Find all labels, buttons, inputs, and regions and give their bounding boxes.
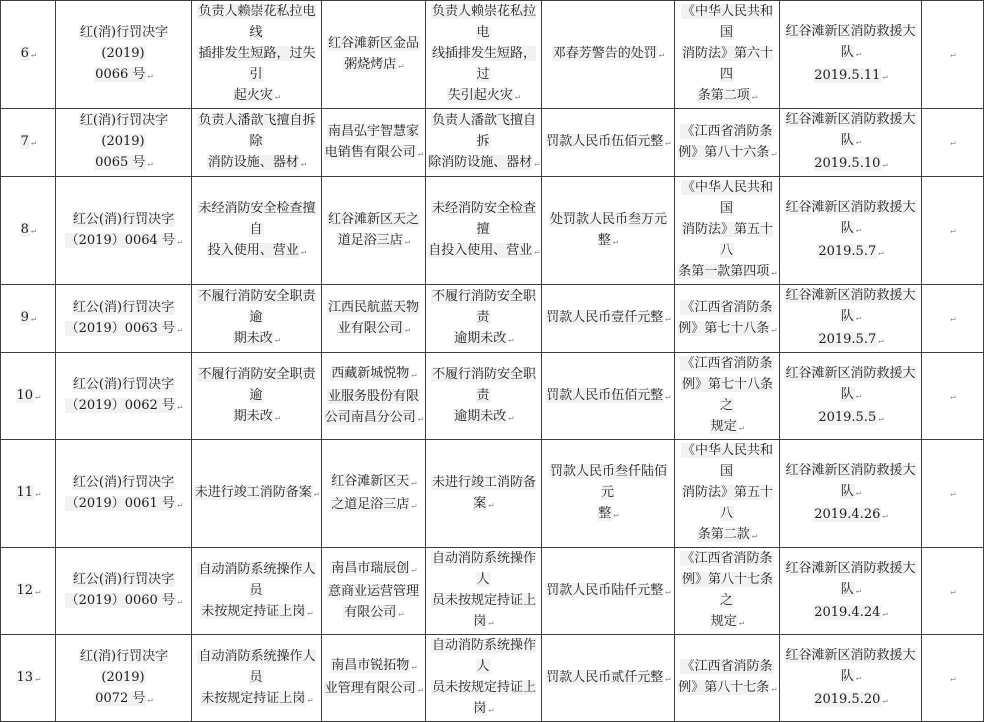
cell-text: 11 <box>16 485 34 500</box>
cell-authority-date <box>780 548 922 635</box>
cell-text: 逾期未改 <box>454 331 507 346</box>
cell-text: 0072 号 <box>95 690 146 706</box>
cell-violation-facts-2 <box>426 635 542 722</box>
cell-authority-date <box>780 353 922 440</box>
paragraph-mark-icon: ↵ <box>488 499 494 510</box>
cell-violation-facts <box>192 548 322 635</box>
cell-text: 消防设施、器材 <box>207 155 299 170</box>
cell-text: 《中华人民共和国 <box>681 443 773 479</box>
cell-case-number <box>56 440 192 548</box>
cell-violation-facts-2 <box>426 109 542 177</box>
paragraph-mark-icon: ↵ <box>882 160 888 170</box>
paragraph-mark-icon: ↵ <box>534 159 540 169</box>
cell-text: 《江西省消防条 <box>681 299 773 315</box>
cell-text: 红谷滩新区天之 <box>327 211 419 227</box>
paragraph-mark-icon: ↵ <box>751 531 758 541</box>
cell-violation-facts <box>192 285 322 353</box>
paragraph-mark-icon: ↵ <box>751 92 758 102</box>
paragraph-mark-icon: ↵ <box>665 391 671 402</box>
cell-text: 南昌市锐拓物 <box>331 658 410 673</box>
table-row <box>1 353 984 440</box>
cell-violation-facts-2 <box>426 548 542 635</box>
cell-authority-date <box>780 1 922 109</box>
paragraph-mark-icon: ↵ <box>35 489 41 499</box>
paragraph-mark-icon: ↵ <box>613 510 619 520</box>
cell-end-blank <box>922 109 984 177</box>
cell-text: 不履行消防安全职责 <box>431 289 536 325</box>
cell-text: 自动消防系统操作人 <box>431 551 536 587</box>
table-row <box>1 177 984 285</box>
cell-seq <box>1 109 56 177</box>
paragraph-mark-icon: ↵ <box>878 336 884 346</box>
cell-authority-date <box>780 285 922 353</box>
cell-text: 例》第八十七条 <box>678 680 770 695</box>
cell-text: 条第一款第四项 <box>678 264 770 279</box>
cell-violation-facts <box>192 353 322 440</box>
paragraph-mark-icon: ↵ <box>950 489 956 499</box>
cell-seq <box>1 285 56 353</box>
paragraph-mark-icon: ↵ <box>878 413 884 424</box>
cell-text: 不履行消防安全职责 <box>431 366 536 403</box>
cell-text: 13 <box>16 669 34 685</box>
cell-text: 队 <box>840 133 854 148</box>
paragraph-mark-icon: ↵ <box>855 137 862 147</box>
cell-text: 意商业运营管理 <box>327 583 419 599</box>
cell-penalty-decision <box>542 285 675 353</box>
cell-text: （2019）0061 号 <box>65 495 175 511</box>
paragraph-mark-icon: ↵ <box>411 500 417 511</box>
cell-text: 南昌弘宇智慧家 <box>327 123 419 139</box>
paragraph-mark-icon: ↵ <box>534 247 540 257</box>
cell-seq <box>1 440 56 548</box>
cell-end-blank <box>922 177 984 285</box>
paragraph-mark-icon: ↵ <box>30 314 37 324</box>
cell-text: 7 <box>20 134 29 149</box>
cell-text: 条第二款 <box>697 527 750 542</box>
cell-text: 红公(消)行罚决字 <box>72 377 175 392</box>
paragraph-mark-icon: ↵ <box>855 49 862 59</box>
cell-text: 6 <box>20 46 29 61</box>
cell-text: 罚款人民币陆仟元整 <box>546 582 664 598</box>
cell-text: 队 <box>840 221 854 236</box>
cell-text: 消防法》第五十八 <box>681 485 773 521</box>
paragraph-mark-icon: ↵ <box>882 72 888 82</box>
paragraph-mark-icon: ↵ <box>274 92 281 102</box>
paragraph-mark-icon: ↵ <box>950 673 956 684</box>
cell-text: 红(消)行罚决字(2019) <box>79 25 169 61</box>
cell-text: 投入使用、营业 <box>207 243 299 258</box>
cell-text: 《江西省消防条 <box>681 123 773 139</box>
cell-punished-party <box>322 440 426 548</box>
cell-text: 未按规定持证上岗 <box>201 603 306 619</box>
cell-end-blank <box>922 353 984 440</box>
table-row <box>1 635 984 722</box>
cell-text: 2019.5.20 <box>814 691 881 707</box>
paragraph-mark-icon: ↵ <box>417 413 424 424</box>
paragraph-mark-icon: ↵ <box>855 672 862 683</box>
cell-text: 队 <box>840 484 854 499</box>
cell-text: 红谷滩新区金品 <box>327 35 419 51</box>
cell-legal-basis <box>675 635 780 722</box>
cell-text: 8 <box>20 222 29 237</box>
cell-penalty-decision <box>542 109 675 177</box>
table-row <box>1 1 984 109</box>
cell-violation-facts-2 <box>426 285 542 353</box>
paragraph-mark-icon: ↵ <box>950 138 956 148</box>
cell-violation-facts <box>192 177 322 285</box>
cell-text: 负责人潘歆飞擅自拆 <box>431 113 536 149</box>
table-row <box>1 285 984 353</box>
cell-text: 未进行竣工消防备案 <box>194 485 312 500</box>
paragraph-mark-icon: ↵ <box>882 511 888 521</box>
cell-text: 《江西省消防条 <box>681 356 773 371</box>
cell-penalty-decision <box>542 635 675 722</box>
cell-seq <box>1 177 56 285</box>
cell-text: 自动消防系统操作人员 <box>198 648 316 685</box>
cell-case-number <box>56 548 192 635</box>
paragraph-mark-icon: ↵ <box>307 694 313 705</box>
cell-text: 2019.5.7 <box>818 332 877 347</box>
cell-text: 红(消)行罚决字(2019) <box>79 648 169 685</box>
cell-text: 红谷滩新区消防救援大 <box>785 647 916 663</box>
cell-text: 失引起火灾 <box>447 88 513 103</box>
cell-seq <box>1 1 56 109</box>
cell-violation-facts-2 <box>426 177 542 285</box>
cell-text: 10 <box>16 387 34 403</box>
paragraph-mark-icon: ↵ <box>665 673 671 684</box>
paragraph-mark-icon: ↵ <box>738 618 745 628</box>
cell-text: 队 <box>840 668 854 684</box>
cell-text: 红谷滩新区消防救援大 <box>785 24 916 39</box>
paragraph-mark-icon: ↵ <box>855 225 862 235</box>
paragraph-mark-icon: ↵ <box>508 335 514 345</box>
cell-text: 处罚款人民币叁万元整 <box>549 211 667 248</box>
paragraph-mark-icon: ↵ <box>300 159 307 169</box>
cell-text: 2019.5.11 <box>814 68 881 83</box>
paragraph-mark-icon: ↵ <box>488 618 494 628</box>
cell-text: 期未改 <box>233 331 273 346</box>
table-row <box>1 440 984 548</box>
paragraph-mark-icon: ↵ <box>35 391 41 402</box>
paragraph-mark-icon: ↵ <box>411 662 417 672</box>
cell-text: 江西民航蓝天物 <box>327 299 419 315</box>
cell-text: 自动消防系统操作人 <box>431 638 536 674</box>
paragraph-mark-icon: ↵ <box>665 586 671 597</box>
cell-penalty-decision <box>542 440 675 548</box>
cell-legal-basis <box>675 1 780 109</box>
cell-text: 期未改 <box>233 408 273 424</box>
cell-text: 业有限公司 <box>337 320 403 336</box>
cell-text: 红(消)行罚决字(2019) <box>79 113 169 149</box>
cell-violation-facts <box>192 1 322 109</box>
paragraph-mark-icon: ↵ <box>882 695 888 706</box>
cell-text: 起火灾 <box>233 88 273 103</box>
cell-text: 例》第八十六条 <box>678 144 770 160</box>
paragraph-mark-icon: ↵ <box>274 335 281 345</box>
cell-text: 队 <box>840 386 854 402</box>
cell-text: 插排发生短路，过失引 <box>198 46 316 82</box>
paragraph-mark-icon: ↵ <box>882 608 888 619</box>
cell-text: 有限公司 <box>344 604 397 620</box>
cell-seq <box>1 635 56 722</box>
paragraph-mark-icon: ↵ <box>417 685 424 695</box>
cell-case-number <box>56 635 192 722</box>
paragraph-mark-icon: ↵ <box>404 324 411 335</box>
cell-legal-basis <box>675 440 780 548</box>
cell-text: 例》第七十八条之 <box>681 377 773 413</box>
cell-text: 公司南昌分公司 <box>324 409 416 425</box>
cell-text: 负责人潘歆飞擅自拆除 <box>198 113 316 149</box>
cell-punished-party <box>322 1 426 109</box>
paragraph-mark-icon: ↵ <box>855 488 862 498</box>
cell-end-blank <box>922 548 984 635</box>
cell-seq <box>1 548 56 635</box>
paragraph-mark-icon: ↵ <box>313 489 320 499</box>
cell-seq <box>1 353 56 440</box>
cell-text: 南昌市瑞辰创 <box>331 560 410 576</box>
cell-text: 负责人赖崇花私拉电 <box>431 4 536 40</box>
cell-end-blank <box>922 1 984 109</box>
paragraph-mark-icon: ↵ <box>398 60 404 71</box>
cell-text: 《中华人民共和国 <box>681 4 773 40</box>
cell-end-blank <box>922 285 984 353</box>
cell-case-number <box>56 109 192 177</box>
cell-text: （2019）0064 号 <box>65 232 175 248</box>
paragraph-mark-icon: ↵ <box>771 684 777 694</box>
cell-text: 自动消防系统操作人员 <box>198 561 316 598</box>
cell-case-number <box>56 177 192 285</box>
cell-text: 2019.4.26 <box>814 507 881 522</box>
cell-text: 12 <box>16 582 34 598</box>
cell-text: 红谷滩新区消防救援大 <box>785 200 916 215</box>
cell-text: 消防法》第六十四 <box>681 46 773 82</box>
cell-punished-party <box>322 548 426 635</box>
paragraph-mark-icon: ↵ <box>176 402 183 412</box>
cell-text: 2019.5.5 <box>818 409 877 425</box>
cell-penalty-decision <box>542 1 675 109</box>
cell-text: 员未按规定持证上岗 <box>431 593 536 629</box>
paragraph-mark-icon: ↵ <box>417 148 424 159</box>
paragraph-mark-icon: ↵ <box>855 313 862 323</box>
paragraph-mark-icon: ↵ <box>300 247 307 257</box>
cell-authority-date <box>780 109 922 177</box>
paragraph-mark-icon: ↵ <box>176 499 183 510</box>
paragraph-mark-icon: ↵ <box>771 148 777 159</box>
cell-text: 除消防设施、器材 <box>428 155 533 170</box>
cell-end-blank <box>922 635 984 722</box>
cell-text: 西藏新城悦物 <box>331 365 410 381</box>
cell-text: 9 <box>20 310 29 325</box>
cell-text: 逾期未改 <box>454 408 507 424</box>
paragraph-mark-icon: ↵ <box>950 391 956 402</box>
paragraph-mark-icon: ↵ <box>771 324 777 335</box>
paragraph-mark-icon: ↵ <box>771 268 777 278</box>
cell-text: 红公(消)行罚决字 <box>72 211 175 227</box>
cell-text: 粥烧烤店 <box>344 56 397 72</box>
cell-text: 例》第七十八条 <box>678 320 770 336</box>
cell-violation-facts-2 <box>426 353 542 440</box>
paragraph-mark-icon: ↵ <box>30 226 37 236</box>
cell-text: 红谷滩新区天 <box>331 473 410 489</box>
paragraph-mark-icon: ↵ <box>176 597 183 607</box>
paragraph-mark-icon: ↵ <box>176 324 183 335</box>
cell-text: （2019）0063 号 <box>65 320 175 336</box>
cell-text: 红谷滩新区消防救援大 <box>785 560 916 576</box>
cell-text: 电销售有限公司 <box>324 144 416 160</box>
cell-text: 2019.4.24 <box>814 604 881 620</box>
cell-legal-basis <box>675 285 780 353</box>
cell-text: 《江西省消防条 <box>681 659 773 674</box>
cell-legal-basis <box>675 353 780 440</box>
paragraph-mark-icon: ↵ <box>855 390 862 401</box>
paragraph-mark-icon: ↵ <box>35 586 41 597</box>
cell-text: 未经消防安全检查擅 <box>431 201 536 237</box>
cell-punished-party <box>322 177 426 285</box>
cell-text: 未按规定持证上岗 <box>201 690 306 706</box>
cell-text: 《江西省消防条 <box>681 551 773 566</box>
cell-text: 消防法》第五十八 <box>681 222 773 258</box>
cell-punished-party <box>322 635 426 722</box>
cell-text: 罚款人民币叁仟陆佰元 <box>549 464 667 500</box>
cell-text: 负责人赖崇花私拉电线 <box>198 4 316 40</box>
paragraph-mark-icon: ↵ <box>30 138 37 148</box>
paragraph-mark-icon: ↵ <box>508 412 514 423</box>
paragraph-mark-icon: ↵ <box>488 705 494 715</box>
cell-text: 《中华人民共和国 <box>681 180 773 216</box>
cell-text: （2019）0062 号 <box>65 398 175 413</box>
cell-case-number <box>56 285 192 353</box>
cell-text: 红公(消)行罚决字 <box>72 299 175 315</box>
paragraph-mark-icon: ↵ <box>411 477 417 488</box>
cell-violation-facts <box>192 109 322 177</box>
cell-punished-party <box>322 109 426 177</box>
cell-text: 队 <box>840 581 854 597</box>
paragraph-mark-icon: ↵ <box>514 92 521 102</box>
paragraph-mark-icon: ↵ <box>665 138 671 148</box>
cell-violation-facts-2 <box>426 440 542 548</box>
paragraph-mark-icon: ↵ <box>411 564 417 575</box>
cell-text: 未进行竣工消防备案 <box>431 474 536 511</box>
cell-legal-basis <box>675 548 780 635</box>
cell-legal-basis <box>675 109 780 177</box>
cell-text: 线插排发生短路，过 <box>431 46 536 82</box>
paragraph-mark-icon: ↵ <box>950 50 956 60</box>
cell-text: 红公(消)行罚决字 <box>72 474 175 490</box>
cell-text: 红公(消)行罚决字 <box>72 572 175 587</box>
cell-text: 整 <box>598 506 612 521</box>
cell-case-number <box>56 1 192 109</box>
cell-text: 2019.5.7 <box>818 244 877 259</box>
cell-text: 邓春芳警告的处罚 <box>552 46 657 61</box>
paragraph-mark-icon: ↵ <box>404 236 411 247</box>
cell-text: 0066 号 <box>95 67 146 82</box>
paragraph-mark-icon: ↵ <box>878 248 884 258</box>
cell-text: 规定 <box>710 614 737 629</box>
cell-punished-party <box>322 285 426 353</box>
cell-text: 红谷滩新区消防救援大 <box>785 288 916 303</box>
cell-text: 2019.5.10 <box>814 156 881 171</box>
cell-text: 不履行消防安全职责逾 <box>198 289 316 325</box>
cell-penalty-decision <box>542 548 675 635</box>
paragraph-mark-icon: ↵ <box>307 607 313 618</box>
cell-penalty-decision <box>542 177 675 285</box>
cell-text: 罚款人民币壹仟元整 <box>546 310 664 325</box>
cell-text: （2019）0060 号 <box>65 593 175 608</box>
paragraph-mark-icon: ↵ <box>950 314 956 324</box>
cell-text: 罚款人民币伍佰元整 <box>546 134 664 149</box>
cell-authority-date <box>780 635 922 722</box>
cell-text: 之道足浴三店 <box>331 496 410 512</box>
cell-text: 业服务股份有限 <box>327 388 419 404</box>
cell-text: 队 <box>840 309 854 324</box>
paragraph-mark-icon: ↵ <box>398 608 404 619</box>
paragraph-mark-icon: ↵ <box>274 412 281 423</box>
cell-punished-party <box>322 353 426 440</box>
paragraph-mark-icon: ↵ <box>612 236 619 247</box>
paragraph-mark-icon: ↵ <box>35 673 41 684</box>
paragraph-mark-icon: ↵ <box>665 314 671 324</box>
cell-text: 条第二项 <box>697 88 750 103</box>
cell-end-blank <box>922 440 984 548</box>
cell-violation-facts <box>192 635 322 722</box>
cell-text: 业管理有限公司 <box>324 681 416 696</box>
cell-legal-basis <box>675 177 780 285</box>
paragraph-mark-icon: ↵ <box>147 159 153 169</box>
paragraph-mark-icon: ↵ <box>855 585 862 596</box>
paragraph-mark-icon: ↵ <box>738 423 745 433</box>
cell-violation-facts <box>192 440 322 548</box>
cell-text: 未经消防安全检查擅自 <box>198 201 316 237</box>
cell-text: 红谷滩新区消防救援大 <box>785 112 916 127</box>
paragraph-mark-icon: ↵ <box>147 71 153 81</box>
cell-text: 规定 <box>710 419 737 434</box>
table-row <box>1 548 984 635</box>
paragraph-mark-icon: ↵ <box>950 226 956 236</box>
table-row <box>1 109 984 177</box>
cell-case-number <box>56 353 192 440</box>
cell-text: 例》第八十七条之 <box>681 572 773 608</box>
table-body <box>1 1 984 722</box>
paragraph-mark-icon: ↵ <box>147 694 153 705</box>
paragraph-mark-icon: ↵ <box>30 50 37 60</box>
cell-text: 道足浴三店 <box>337 232 403 248</box>
cell-text: 不履行消防安全职责逾 <box>198 366 316 403</box>
paragraph-mark-icon: ↵ <box>176 236 183 247</box>
cell-text: 罚款人民币伍佰元整 <box>546 387 664 403</box>
cell-text: 自投入使用、营业 <box>428 243 533 258</box>
cell-violation-facts-2 <box>426 1 542 109</box>
cell-penalty-decision <box>542 353 675 440</box>
paragraph-mark-icon: ↵ <box>658 50 665 60</box>
paragraph-mark-icon: ↵ <box>411 369 417 380</box>
cell-authority-date <box>780 177 922 285</box>
cell-text: 红谷滩新区消防救援大 <box>785 365 916 381</box>
cell-text: 红谷滩新区消防救援大 <box>785 463 916 478</box>
paragraph-mark-icon: ↵ <box>950 586 956 597</box>
cell-text: 队 <box>840 45 854 60</box>
cell-authority-date <box>780 440 922 548</box>
cell-text: 员未按规定持证上岗 <box>431 680 536 716</box>
cell-text: 0065 号 <box>95 155 146 170</box>
cell-text: 罚款人民币贰仟元整 <box>546 669 664 685</box>
